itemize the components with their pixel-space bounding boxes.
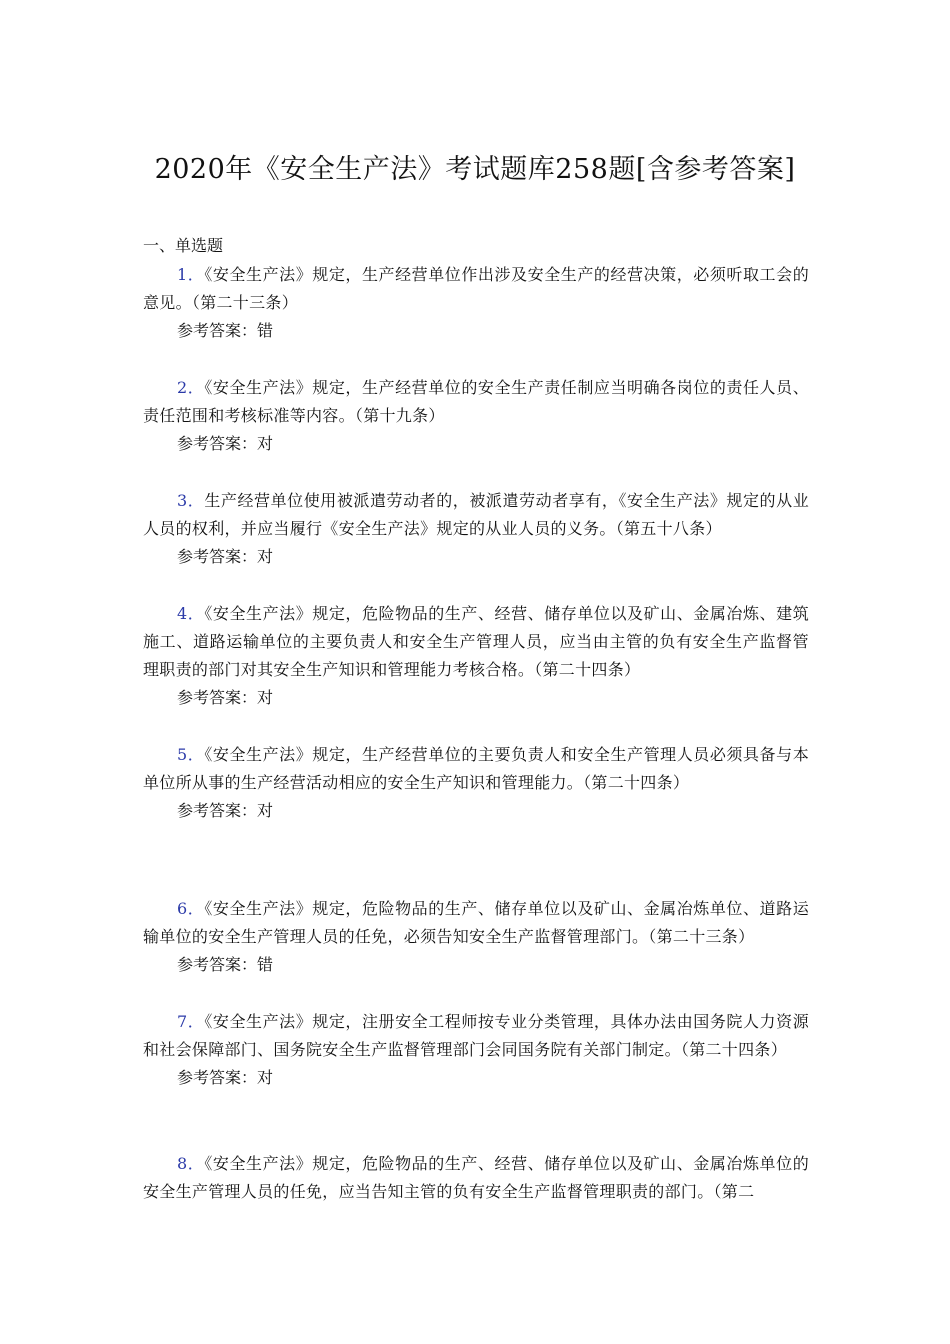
question-item [143, 895, 809, 979]
question-text [143, 261, 809, 317]
question-number: 4． [177, 604, 205, 623]
answer-value: 错 [257, 321, 274, 340]
question-body: 《安全生产法》规定，危险物品的生产、经营、储存单位以及矿山、金属冶炼、建筑施工、道路运输单位的主要负责人和安全生产管理人员，应当由主管的负有安全生产监督管理职责的部门对其安全生产知识和管理能力考核合格。（第二十四条） [143, 604, 809, 679]
question-body: 《安全生产法》规定，危险物品的生产、经营、储存单位以及矿山、金属冶炼单位的安全生产管理人员的任免，应当告知主管的负有安全生产监督管理职责的部门。（第二 [143, 1154, 809, 1201]
question-text [143, 1150, 809, 1206]
answer-line [143, 1064, 809, 1092]
question-text [143, 895, 809, 951]
question-text [143, 1008, 809, 1064]
question-body: 《安全生产法》规定，注册安全工程师按专业分类管理，具体办法由国务院人力资源和社会保障部门、国务院安全生产监督管理部门会同国务院有关部门制定。（第二十四条） [143, 1012, 809, 1059]
question-item [143, 487, 809, 571]
answer-prefix: 参考答案： [177, 434, 258, 453]
question-text [143, 600, 809, 684]
document-title: 2020年《安全生产法》考试题库258题[含参考答案] [154, 154, 796, 185]
answer-value: 错 [257, 955, 274, 974]
answer-value: 对 [257, 547, 274, 566]
answer-prefix: 参考答案： [177, 801, 258, 820]
question-number: 1． [177, 265, 205, 284]
question-number: 5． [177, 745, 205, 764]
section-heading: 一、单选题 [143, 236, 224, 255]
question-body: 《安全生产法》规定，生产经营单位的主要负责人和安全生产管理人员必须具备与本单位所从事的生产经营活动相应的安全生产知识和管理能力。（第二十四条） [143, 745, 809, 792]
question-body: 生产经营单位使用被派遣劳动者的，被派遣劳动者享有，《安全生产法》规定的从业人员的权利，并应当履行《安全生产法》规定的从业人员的义务。（第五十八条） [143, 491, 809, 538]
answer-line [143, 317, 809, 345]
answer-value: 对 [257, 688, 274, 707]
answer-prefix: 参考答案： [177, 955, 258, 974]
answer-prefix: 参考答案： [177, 321, 258, 340]
question-item [143, 374, 809, 458]
question-number: 2． [177, 378, 205, 397]
answer-value: 对 [257, 1068, 274, 1087]
question-item [143, 1150, 809, 1206]
answer-value: 对 [257, 801, 274, 820]
question-text [143, 741, 809, 797]
answer-prefix: 参考答案： [177, 688, 258, 707]
question-item [143, 261, 809, 345]
answer-line [143, 684, 809, 712]
question-number: 6． [177, 899, 205, 918]
question-body: 《安全生产法》规定，生产经营单位的安全生产责任制应当明确各岗位的责任人员、责任范围和考核标准等内容。（第十九条） [143, 378, 809, 425]
question-body: 《安全生产法》规定，危险物品的生产、储存单位以及矿山、金属冶炼单位、道路运输单位的安全生产管理人员的任免，必须告知安全生产监督管理部门。（第二十三条） [143, 899, 809, 946]
answer-prefix: 参考答案： [177, 547, 258, 566]
question-number: 3． [177, 491, 205, 510]
question-item [143, 741, 809, 825]
question-number: 8． [177, 1154, 205, 1173]
question-item [143, 1008, 809, 1092]
answer-line [143, 797, 809, 825]
question-body: 《安全生产法》规定，生产经营单位作出涉及安全生产的经营决策，必须听取工会的意见。（第二十三条） [143, 265, 809, 312]
answer-line [143, 430, 809, 458]
answer-line [143, 543, 809, 571]
question-item [143, 600, 809, 712]
answer-line [143, 951, 809, 979]
question-text [143, 374, 809, 430]
question-text [143, 487, 809, 543]
answer-value: 对 [257, 434, 274, 453]
answer-prefix: 参考答案： [177, 1068, 258, 1087]
question-number: 7． [177, 1012, 205, 1031]
